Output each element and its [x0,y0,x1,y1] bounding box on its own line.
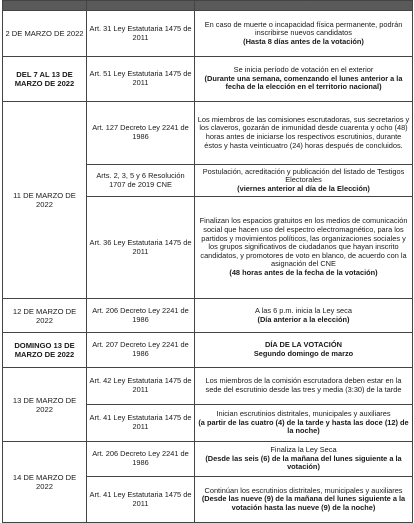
description-note: (Durante una semana, comenzando el lunes anterior a la fecha de la elección en el territorio nacional) [204,73,403,92]
description-cell [195,442,413,477]
date-cell: 2 DE MARZO DE 2022 [3,11,87,57]
header-date: Fecha [3,1,87,11]
description-cell: Los miembros de la comisión escrutadora deben estar en la sede del escrutinio desde las tres y media (3:30) de la tarde [195,368,413,405]
description-cell [195,333,413,368]
calendar-page [2,0,412,521]
norm-cell: Arts. 2, 3, 5 y 6 Resolución 1707 de 2019 CNE [87,165,195,197]
description-cell [195,57,413,102]
norm-cell: Art. 31 Ley Estatutaria 1475 de 2011 [87,11,195,57]
norm-cell: Art. 206 Decreto Ley 2241 de 1986 [87,442,195,477]
table-row [3,442,413,477]
date-cell: 14 DE MARZO DE 2022 [3,442,87,523]
date-cell: 11 DE MARZO DE 2022 [3,102,87,299]
description-cell [195,165,413,197]
electoral-calendar-table [2,0,413,523]
description-text: Continúan los escrutinios distritales, municipales y auxiliares [204,485,403,495]
description-note: Segundo domingo de marzo [253,349,354,358]
header-norm: Normativa [87,1,195,11]
description-cell [195,405,413,442]
norm-cell: Art. 206 Decreto Ley 2241 de 1986 [87,299,195,333]
description-text: Inician escrutinios distritales, municipales y auxiliares [216,409,391,419]
table-row [3,368,413,405]
table-row [3,333,413,368]
description-note: (Desde las nueve (9) de la mañana del lunes siguiente a la votación hasta las nueve (9) de la noche) [201,494,406,512]
description-cell [195,299,413,333]
norm-cell: Art. 36 Ley Estatutaria 1475 de 2011 [87,197,195,299]
table-row [3,299,413,333]
description-note: (Desde las seis (6) de la mañana del lunes siguiente a la votación) [205,453,402,472]
description-text: Se inicia período de votación en el exterior [233,65,374,75]
description-text: Postulación, acreditación y publicación del listado de Testigos Electorales [202,166,405,185]
norm-cell: Art. 42 Ley Estatutaria 1475 de 2011 [87,368,195,405]
description-text: En caso de muerte o incapacidad física permanente, podrán inscribirse nuevos candidatos [204,19,403,38]
description-cell [195,197,413,299]
description-note: (a partir de las cuatro (4) de la tarde y hasta las doce (12) de la noche) [198,417,409,436]
norm-cell: Art. 41 Ley Estatutaria 1475 de 2011 [87,477,195,523]
norm-cell: Art. 127 Decreto Ley 2241 de 1986 [87,102,195,165]
description-text: Finalizan los espacios gratuitos en los medios de comunicación social que hacen uso del espectro electromagnético, para los partidos y movimientos políticos, las organizaciones sociales y los grupos significativos de ciudadanos que hayan inscrito candidatos, y promotores de voto en blanco, de acuerdo con la asignación del CNE [199,216,408,269]
table-row [3,11,413,57]
date-cell: 12 DE MARZO DE 2022 [3,299,87,333]
table-header-row [3,1,413,11]
description-note: (48 horas antes de la fecha de la votación) [229,267,378,277]
norm-cell: Art. 207 Decreto Ley 2241 de 1986 [87,333,195,368]
norm-cell: Art. 51 Ley Estatutaria 1475 de 2011 [87,57,195,102]
description-note: (viernes anterior al día de la Elección) [237,183,370,193]
description-text: A las 6 p.m. inicia la Ley seca [255,305,352,315]
norm-cell: Art. 41 Ley Estatutaria 1475 de 2011 [87,405,195,442]
description-note: (Hasta 8 días antes de la votación) [243,36,364,46]
header-description: Descripción [195,1,413,11]
date-cell: DEL 7 AL 13 DE MARZO DE 2022 [3,57,87,102]
date-cell: DOMINGO 13 DE MARZO DE 2022 [3,333,87,368]
description-note: (Día anterior a la elección) [257,314,350,324]
description-text: Finaliza la Ley Seca [270,445,337,455]
table-row [3,57,413,102]
table-row [3,102,413,165]
date-cell: 13 DE MARZO DE 2022 [3,368,87,442]
description-text: DÍA DE LA VOTACIÓN [265,340,342,350]
description-cell [195,11,413,57]
description-cell: Los miembros de las comisiones escrutadoras, sus secretarios y los claveros, gozarán de inmunidad desde cuarenta y ocho (48) horas antes de iniciarse los respectivos escrutinios, durante éstos y hasta veinticuatro (24) horas después de concluidos. [195,102,413,165]
description-cell [195,477,413,523]
